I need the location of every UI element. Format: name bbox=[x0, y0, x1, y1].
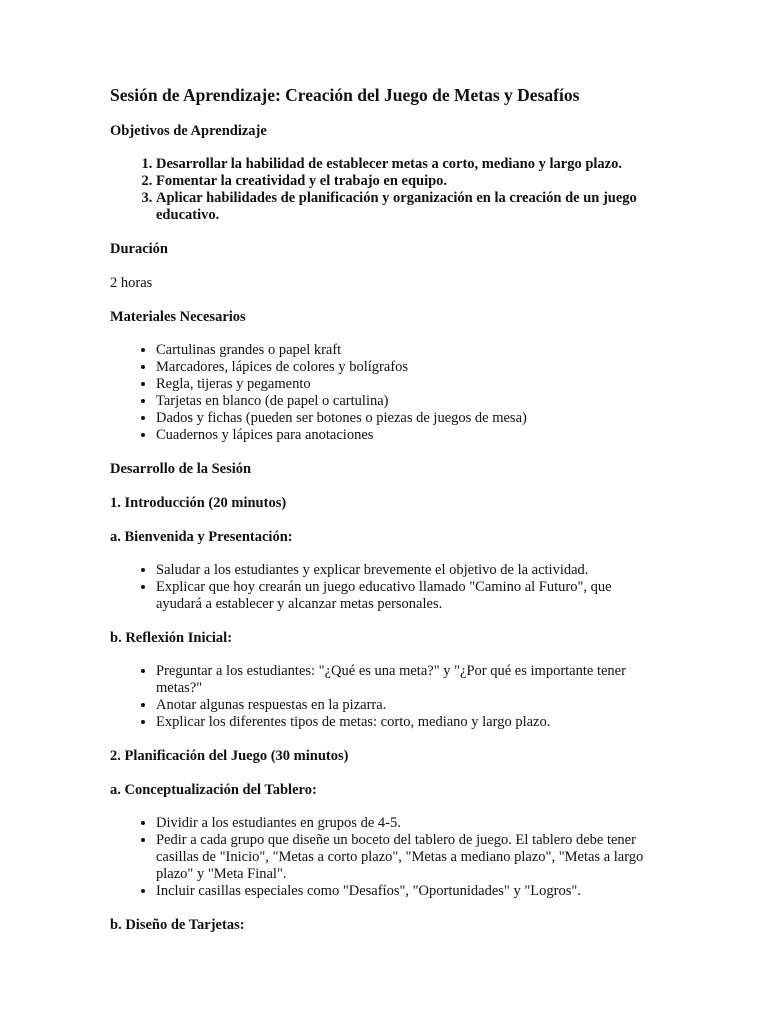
list-item: • Saludar a los estudiantes y explicar brevemente el objetivo de la actividad. bbox=[156, 562, 658, 579]
document-title: Sesión de Aprendizaje: Creación del Juego de Metas y Desafíos bbox=[110, 85, 580, 105]
welcome-heading: a. Bienvenida y Presentación: bbox=[110, 529, 293, 545]
intro-heading: 1. Introducción (20 minutos) bbox=[110, 495, 287, 511]
reflection-heading: b. Reflexión Inicial: bbox=[110, 630, 233, 646]
objectives-list bbox=[110, 156, 658, 224]
list-item: 3. Aplicar habilidades de planificación y organización en la creación de un juego educativo. bbox=[156, 190, 658, 224]
list-item: 1. Desarrollar la habilidad de establecer metas a corto, mediano y largo plazo. bbox=[156, 156, 658, 173]
list-item: • Tarjetas en blanco (de papel o cartulina) bbox=[156, 393, 658, 410]
list-item: • Regla, tijeras y pegamento bbox=[156, 376, 658, 393]
list-item: • Incluir casillas especiales como "Desafíos", "Oportunidades" y "Logros". bbox=[156, 883, 658, 900]
duration-value: 2 horas bbox=[110, 275, 153, 291]
reflection-list bbox=[110, 663, 658, 731]
list-item: • Dados y fichas (pueden ser botones o piezas de juegos de mesa) bbox=[156, 410, 658, 427]
objectives-heading: Objetivos de Aprendizaje bbox=[110, 123, 267, 139]
board-heading: a. Conceptualización del Tablero: bbox=[110, 782, 317, 798]
list-item: • Cuadernos y lápices para anotaciones bbox=[156, 427, 658, 444]
duration-heading: Duración bbox=[110, 241, 168, 257]
list-item: • Explicar los diferentes tipos de metas: corto, mediano y largo plazo. bbox=[156, 714, 658, 731]
materials-heading: Materiales Necesarios bbox=[110, 309, 246, 325]
list-item: • Anotar algunas respuestas en la pizarra. bbox=[156, 697, 658, 714]
list-item: • Preguntar a los estudiantes: "¿Qué es una meta?" y "¿Por qué es importante tener metas?" bbox=[156, 663, 658, 697]
welcome-list bbox=[110, 562, 658, 613]
list-item: • Dividir a los estudiantes en grupos de 4-5. bbox=[156, 815, 658, 832]
planning-heading: 2. Planificación del Juego (30 minutos) bbox=[110, 748, 349, 764]
materials-list bbox=[110, 342, 658, 444]
list-item: • Marcadores, lápices de colores y bolígrafos bbox=[156, 359, 658, 376]
list-item: • Explicar que hoy crearán un juego educativo llamado "Camino al Futuro", que ayudará a establecer y alcanzar metas personales. bbox=[156, 579, 658, 613]
list-item: • Pedir a cada grupo que diseñe un boceto del tablero de juego. El tablero debe tener casillas de "Inicio", "Metas a corto plazo", "Metas a mediano plazo", "Metas a largo plazo" y "Meta Final". bbox=[156, 832, 658, 883]
cards-heading: b. Diseño de Tarjetas: bbox=[110, 917, 245, 933]
development-heading: Desarrollo de la Sesión bbox=[110, 461, 252, 477]
board-list bbox=[110, 815, 658, 900]
list-item: • Cartulinas grandes o papel kraft bbox=[156, 342, 658, 359]
list-item: 2. Fomentar la creatividad y el trabajo en equipo. bbox=[156, 173, 658, 190]
